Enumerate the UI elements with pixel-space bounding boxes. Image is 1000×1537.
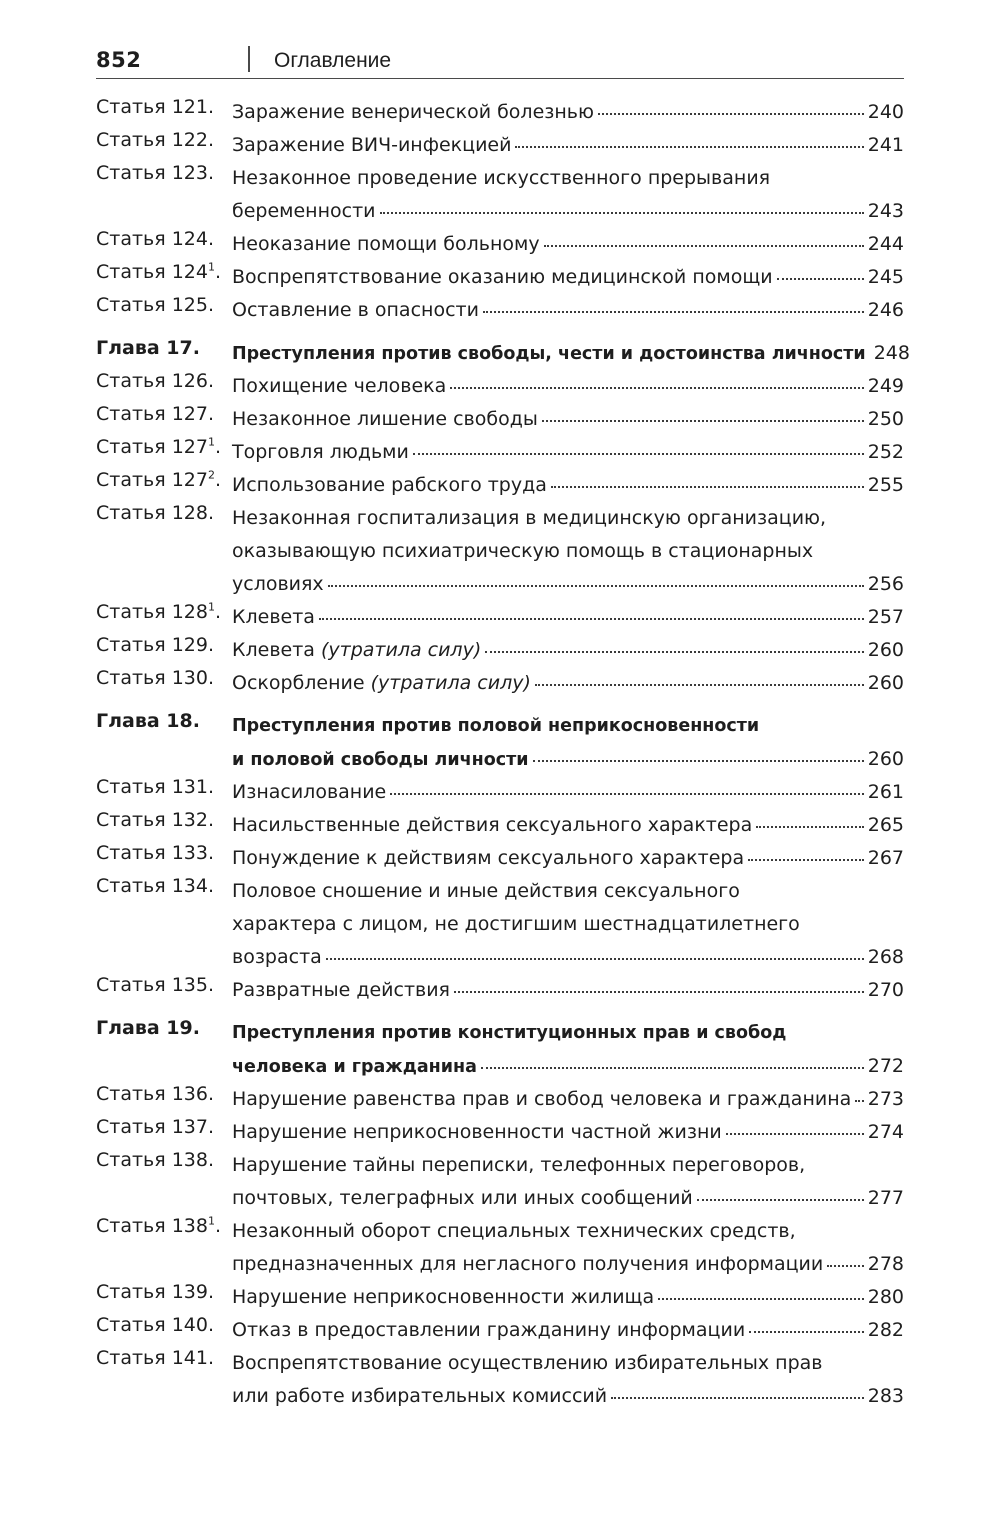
title-line: человека и гражданина xyxy=(232,1057,477,1077)
dot-leader xyxy=(483,311,864,313)
article-label: Статья 123. xyxy=(96,162,215,184)
toc-article-entry[interactable] xyxy=(96,261,904,294)
title-line: Оставление в опасности xyxy=(232,299,479,321)
page-ref: 283 xyxy=(867,1385,904,1407)
table-of-contents xyxy=(96,96,910,1413)
toc-chapter-entry[interactable] xyxy=(96,710,904,776)
page-ref: 252 xyxy=(867,441,904,463)
title-line: Нарушение неприкосновенности жилища xyxy=(232,1286,655,1308)
article-label: Статья $127^2$. xyxy=(96,468,222,491)
dot-leader xyxy=(454,991,864,993)
page-number: 852 xyxy=(96,48,142,72)
page-ref: 260 xyxy=(867,672,904,694)
entry-title xyxy=(232,294,904,327)
toc-article-entry[interactable] xyxy=(96,502,904,601)
chapter-label: Глава 18. xyxy=(96,710,200,732)
page-ref: 277 xyxy=(867,1187,904,1209)
title-line: Незаконная госпитализация в медицинскую организацию, xyxy=(232,507,827,529)
title-line: почтовых, телеграфных или иных сообщений xyxy=(232,1187,693,1209)
article-superscript: 1 xyxy=(207,1214,215,1228)
entry-title xyxy=(232,667,904,700)
dot-leader xyxy=(319,618,864,620)
repealed-note: (утратила силу) xyxy=(320,639,482,661)
entry-title xyxy=(232,403,904,436)
dot-leader xyxy=(611,1397,864,1399)
toc-article-entry[interactable] xyxy=(96,1116,904,1149)
toc-chapter-entry[interactable] xyxy=(96,1017,904,1083)
entry-title xyxy=(232,96,904,129)
title-line: Незаконное проведение искусственного прерывания xyxy=(232,167,771,189)
toc-article-entry[interactable] xyxy=(96,162,904,228)
dot-leader xyxy=(827,1265,863,1267)
entry-title xyxy=(232,842,904,875)
dot-leader xyxy=(533,760,864,762)
title-line: Клевета xyxy=(232,606,315,628)
title-line: Нарушение равенства прав и свобод человека и гражданина xyxy=(232,1088,852,1110)
entry-title xyxy=(232,1215,904,1281)
article-label: Статья 137. xyxy=(96,1116,215,1138)
dot-leader xyxy=(748,859,864,861)
page-ref: 255 xyxy=(867,474,904,496)
title-line: Неоказание помощи больному xyxy=(232,233,540,255)
page-header xyxy=(96,44,904,79)
dot-leader xyxy=(551,486,864,488)
dot-leader xyxy=(658,1298,864,1300)
toc-article-entry[interactable] xyxy=(96,1083,904,1116)
dot-leader xyxy=(481,1067,864,1069)
title-line: Нарушение неприкосновенности частной жизни xyxy=(232,1121,722,1143)
title-line: Незаконный оборот специальных технических средств, xyxy=(232,1220,796,1242)
entry-title xyxy=(232,370,904,403)
title-line: Оскорбление (утратила силу) xyxy=(232,672,531,694)
dot-leader xyxy=(326,958,864,960)
page-ref: 280 xyxy=(867,1286,904,1308)
entry-title xyxy=(232,601,904,634)
dot-leader xyxy=(380,212,864,214)
toc-article-entry[interactable] xyxy=(96,469,904,502)
entry-title xyxy=(232,228,904,261)
article-label: Статья 127. xyxy=(96,403,215,425)
article-label: Статья $138^1$. xyxy=(96,1214,222,1237)
entry-title xyxy=(232,1116,904,1149)
title-line: Похищение человека xyxy=(232,375,447,397)
entry-title xyxy=(232,1083,904,1116)
page-ref: 267 xyxy=(867,847,904,869)
title-line: Развратные действия xyxy=(232,979,450,1001)
title-line: условиях xyxy=(232,573,324,595)
title-line: характера с лицом, не достигшим шестнадцатилетнего xyxy=(232,913,800,935)
toc-article-entry[interactable] xyxy=(96,1347,904,1413)
repealed-note: (утратила силу) xyxy=(370,672,531,694)
article-label: Статья $124^1$. xyxy=(96,260,222,283)
header-separator xyxy=(248,46,250,72)
toc-article-entry[interactable] xyxy=(96,1314,904,1347)
title-line: Заражение ВИЧ-инфекцией xyxy=(232,134,512,156)
toc-article-entry[interactable] xyxy=(96,129,904,162)
title-line: Насильственные действия сексуального характера xyxy=(232,814,753,836)
page-ref: 240 xyxy=(867,101,904,123)
toc-article-entry[interactable] xyxy=(96,1281,904,1314)
entry-title xyxy=(232,1017,904,1083)
toc-article-entry[interactable] xyxy=(96,601,904,634)
page-ref: 241 xyxy=(867,134,904,156)
chapter-label: Глава 19. xyxy=(96,1017,200,1039)
page-ref: 246 xyxy=(867,299,904,321)
title-line: Торговля людьми xyxy=(232,441,409,463)
page-ref: 278 xyxy=(867,1253,904,1275)
article-superscript: 1 xyxy=(207,435,215,449)
article-label: Статья 128. xyxy=(96,502,215,524)
entry-title xyxy=(232,469,904,502)
toc-chapter-entry[interactable] xyxy=(96,337,910,370)
title-line: Отказ в предоставлении гражданину информации xyxy=(232,1319,746,1341)
title-line: Половое сношение и иные действия сексуального xyxy=(232,880,740,902)
page-ref: 270 xyxy=(867,979,904,1001)
page-ref: 257 xyxy=(867,606,904,628)
toc-article-entry[interactable] xyxy=(96,228,904,261)
article-superscript: 1 xyxy=(207,260,215,274)
title-line: оказывающую психиатрическую помощь в стационарных xyxy=(232,540,814,562)
entry-title xyxy=(232,1149,904,1215)
article-label: Статья 131. xyxy=(96,776,215,798)
entry-title xyxy=(232,502,904,601)
article-label: Статья 121. xyxy=(96,96,215,118)
entry-title xyxy=(232,710,904,776)
dot-leader xyxy=(756,826,863,828)
chapter-label: Глава 17. xyxy=(96,337,200,359)
dot-leader xyxy=(515,146,863,148)
page-ref: 260 xyxy=(867,748,904,770)
page-ref: 265 xyxy=(867,814,904,836)
entry-title xyxy=(232,974,904,1007)
article-label: Статья 130. xyxy=(96,667,215,689)
dot-leader xyxy=(542,420,864,422)
page-ref: 244 xyxy=(867,233,904,255)
dot-leader xyxy=(855,1100,863,1102)
entry-title xyxy=(232,1314,904,1347)
article-label: Статья 136. xyxy=(96,1083,215,1105)
toc-article-entry[interactable] xyxy=(96,667,904,700)
article-label: Статья 122. xyxy=(96,129,215,151)
page-ref: 249 xyxy=(867,375,904,397)
entry-title xyxy=(232,162,904,228)
title-line: Нарушение тайны переписки, телефонных переговоров, xyxy=(232,1154,806,1176)
toc-article-entry[interactable] xyxy=(96,370,904,403)
page-ref: 260 xyxy=(867,639,904,661)
title-line: предназначенных для негласного получения информации xyxy=(232,1253,824,1275)
dot-leader xyxy=(485,651,863,653)
toc-article-entry[interactable] xyxy=(96,875,904,974)
dot-leader xyxy=(598,113,864,115)
toc-article-entry[interactable] xyxy=(96,436,904,469)
toc-article-entry[interactable] xyxy=(96,96,904,129)
entry-title xyxy=(232,129,904,162)
page-ref: 256 xyxy=(867,573,904,595)
dot-leader xyxy=(328,585,864,587)
title-line: или работе избирательных комиссий xyxy=(232,1385,608,1407)
dot-leader xyxy=(535,684,864,686)
toc-article-entry[interactable] xyxy=(96,634,904,667)
article-label: Статья 132. xyxy=(96,809,215,831)
article-label: Статья $127^1$. xyxy=(96,435,222,458)
toc-article-entry[interactable] xyxy=(96,776,904,809)
toc-article-entry[interactable] xyxy=(96,403,904,436)
entry-title xyxy=(232,436,904,469)
article-label: Статья 125. xyxy=(96,294,215,316)
article-label: Статья 126. xyxy=(96,370,215,392)
title-line: возраста xyxy=(232,946,322,968)
article-superscript: 1 xyxy=(207,600,215,614)
article-label: Статья 133. xyxy=(96,842,215,864)
entry-title xyxy=(232,776,904,809)
running-title: Оглавление xyxy=(274,49,392,72)
page-ref: 245 xyxy=(867,266,904,288)
page-ref: 273 xyxy=(867,1088,904,1110)
toc-article-entry[interactable] xyxy=(96,809,904,842)
dot-leader xyxy=(697,1199,864,1201)
article-label: Статья 139. xyxy=(96,1281,215,1303)
entry-title xyxy=(232,809,904,842)
toc-article-entry[interactable] xyxy=(96,1149,904,1215)
title-line: Заражение венерической болезнью xyxy=(232,101,594,123)
article-label: Статья $128^1$. xyxy=(96,600,222,623)
article-label: Статья 129. xyxy=(96,634,215,656)
entry-title xyxy=(232,1347,904,1413)
page-ref: 282 xyxy=(867,1319,904,1341)
dot-leader xyxy=(749,1331,864,1333)
title-line: Незаконное лишение свободы xyxy=(232,408,538,430)
page-ref: 261 xyxy=(867,781,904,803)
toc-article-entry[interactable] xyxy=(96,1215,904,1281)
dot-leader xyxy=(777,278,864,280)
article-superscript: 2 xyxy=(207,468,215,482)
page-ref: 248 xyxy=(873,342,910,364)
toc-article-entry[interactable] xyxy=(96,842,904,875)
title-line: Преступления против половой неприкосновенности xyxy=(232,716,760,736)
dot-leader xyxy=(544,245,864,247)
entry-title xyxy=(232,261,904,294)
title-line: Изнасилование xyxy=(232,781,387,803)
article-label: Статья 140. xyxy=(96,1314,215,1336)
dot-leader xyxy=(390,793,863,795)
title-line: беременности xyxy=(232,200,376,222)
page-ref: 268 xyxy=(867,946,904,968)
title-line: и половой свободы личности xyxy=(232,750,529,770)
article-label: Статья 134. xyxy=(96,875,215,897)
article-label: Статья 124. xyxy=(96,228,215,250)
title-line: Понуждение к действиям сексуального характера xyxy=(232,847,745,869)
page-ref: 272 xyxy=(867,1055,904,1077)
dot-leader xyxy=(413,453,864,455)
article-label: Статья 135. xyxy=(96,974,215,996)
article-label: Статья 138. xyxy=(96,1149,215,1171)
toc-article-entry[interactable] xyxy=(96,974,904,1007)
page-ref: 274 xyxy=(867,1121,904,1143)
entry-title xyxy=(232,1281,904,1314)
page-ref: 243 xyxy=(867,200,904,222)
entry-title xyxy=(232,634,904,667)
entry-title xyxy=(232,875,904,974)
dot-leader xyxy=(726,1133,864,1135)
title-line: Воспрепятствование осуществлению избирательных прав xyxy=(232,1352,823,1374)
title-line: Использование рабского труда xyxy=(232,474,547,496)
page-ref: 250 xyxy=(867,408,904,430)
title-line: Преступления против свободы, чести и достоинства личности xyxy=(232,344,866,364)
article-label: Статья 141. xyxy=(96,1347,215,1369)
toc-article-entry[interactable] xyxy=(96,294,904,327)
dot-leader xyxy=(450,387,863,389)
entry-title xyxy=(232,337,910,370)
title-line: Воспрепятствование оказанию медицинской помощи xyxy=(232,266,773,288)
title-line: Клевета (утратила силу) xyxy=(232,639,482,661)
title-line: Преступления против конституционных прав и свобод xyxy=(232,1023,787,1043)
